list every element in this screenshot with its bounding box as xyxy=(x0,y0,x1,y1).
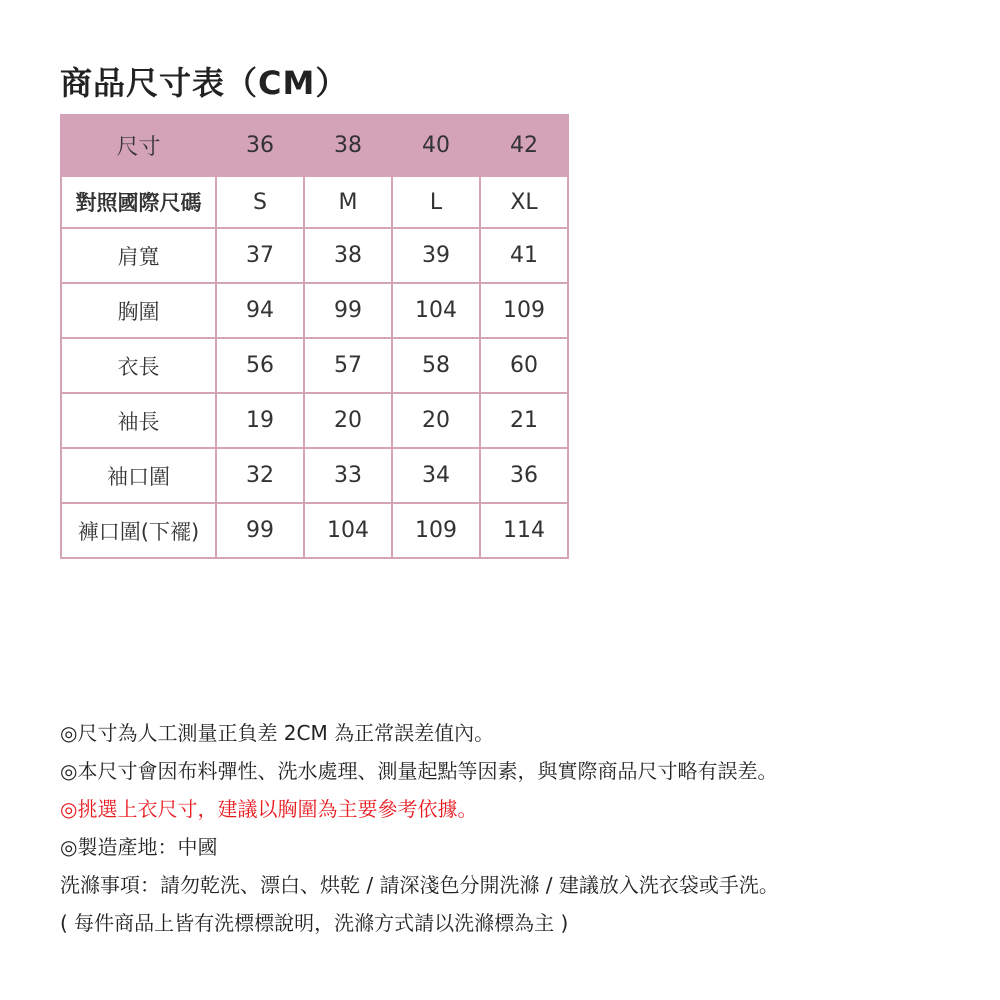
table-cell: 99 xyxy=(304,283,392,338)
header-cell-36: 36 xyxy=(216,115,304,176)
table-cell: 34 xyxy=(392,448,480,503)
table-cell: 104 xyxy=(392,283,480,338)
row-label: 衣長 xyxy=(61,338,216,393)
table-cell: 58 xyxy=(392,338,480,393)
table-cell: M xyxy=(304,176,392,228)
size-chart-table xyxy=(60,114,569,559)
table-cell: 94 xyxy=(216,283,304,338)
table-row-hem xyxy=(61,503,568,558)
table-cell: 19 xyxy=(216,393,304,448)
table-cell: 104 xyxy=(304,503,392,558)
table-cell: 20 xyxy=(392,393,480,448)
note-measurement-tolerance: ◎尺寸為人工測量正負差 2CM 為正常誤差值內。 xyxy=(60,721,495,745)
note-fabric-variance: ◎本尺寸會因布料彈性、洗水處理、測量起點等因素，與實際商品尺寸略有誤差。 xyxy=(60,759,778,783)
header-cell-40: 40 xyxy=(392,115,480,176)
table-cell: 36 xyxy=(480,448,568,503)
table-cell: 20 xyxy=(304,393,392,448)
row-label: 袖長 xyxy=(61,393,216,448)
table-row-international-size xyxy=(61,176,568,228)
table-cell: 56 xyxy=(216,338,304,393)
notes-section xyxy=(60,714,960,942)
table-cell: 57 xyxy=(304,338,392,393)
row-label: 袖口圍 xyxy=(61,448,216,503)
row-label: 對照國際尺碼 xyxy=(61,176,216,228)
table-cell: 41 xyxy=(480,228,568,283)
table-cell: L xyxy=(392,176,480,228)
table-cell: 99 xyxy=(216,503,304,558)
row-label: 肩寬 xyxy=(61,228,216,283)
note-origin: ◎製造產地：中國 xyxy=(60,835,218,859)
table-cell: 33 xyxy=(304,448,392,503)
table-cell: 32 xyxy=(216,448,304,503)
note-sizing-advice: ◎挑選上衣尺寸，建議以胸圍為主要參考依據。 xyxy=(60,797,478,821)
table-cell: 114 xyxy=(480,503,568,558)
table-cell: 39 xyxy=(392,228,480,283)
table-header-row xyxy=(61,115,568,176)
header-cell-38: 38 xyxy=(304,115,392,176)
table-cell: XL xyxy=(480,176,568,228)
table-row-body-length xyxy=(61,338,568,393)
header-cell-42: 42 xyxy=(480,115,568,176)
table-cell: 109 xyxy=(480,283,568,338)
table-cell: 109 xyxy=(392,503,480,558)
note-care-label: ( 每件商品上皆有洗標標說明，洗滌方式請以洗滌標為主 ) xyxy=(60,911,569,935)
table-row-shoulder-width xyxy=(61,228,568,283)
row-label: 褲口圍(下襬) xyxy=(61,503,216,558)
note-care-instructions: 洗滌事項：請勿乾洗、漂白、烘乾 / 請深淺色分開洗滌 / 建議放入洗衣袋或手洗。 xyxy=(60,873,779,897)
table-row-cuff xyxy=(61,448,568,503)
header-cell-size: 尺寸 xyxy=(61,115,216,176)
row-label: 胸圍 xyxy=(61,283,216,338)
page-title: 商品尺寸表（CM） xyxy=(60,64,349,102)
table-cell: S xyxy=(216,176,304,228)
table-cell: 21 xyxy=(480,393,568,448)
table-cell: 38 xyxy=(304,228,392,283)
table-cell: 37 xyxy=(216,228,304,283)
table-cell: 60 xyxy=(480,338,568,393)
table-row-sleeve-length xyxy=(61,393,568,448)
table-row-chest xyxy=(61,283,568,338)
